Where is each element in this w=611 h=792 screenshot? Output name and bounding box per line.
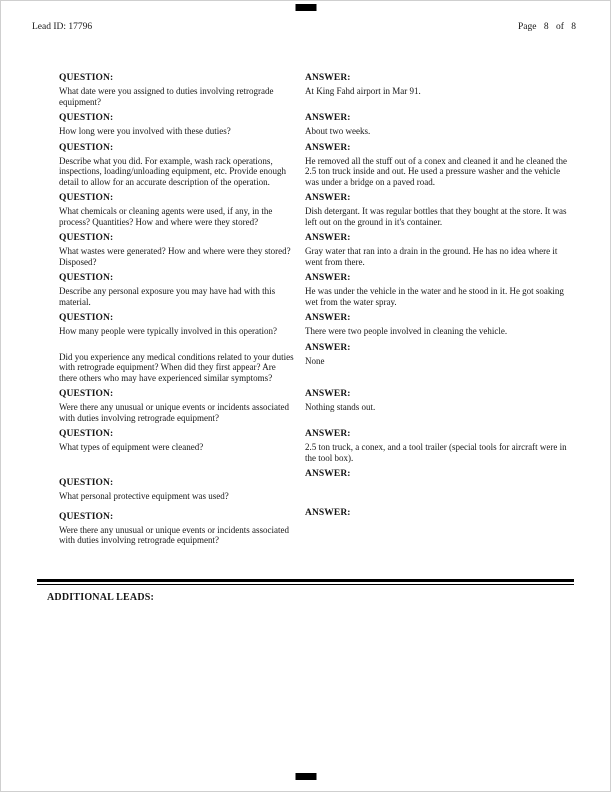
scan-registration-mark-bottom [295, 773, 316, 780]
answer-block [305, 73, 573, 97]
question-text: How long were you involved with these duties? [59, 126, 231, 136]
page-number-label: Page 8 of 8 [517, 22, 576, 32]
question-text: Were there any unusual or unique events or incidents associated with duties involving retrograde equipment? [59, 524, 289, 545]
answer-text: None [305, 355, 325, 366]
answer-block [305, 389, 573, 413]
question-text: What date were you assigned to duties involving retrograde equipment? [59, 86, 274, 107]
answer-heading: ANSWER: [305, 429, 351, 439]
qa-row [59, 389, 573, 423]
question-heading: QUESTION: [59, 113, 114, 123]
question-heading: QUESTION: [59, 313, 114, 323]
qa-row [59, 469, 573, 502]
answer-text: He was under the vehicle in the water and he stood in it. He got soaking wet from the water spray. [305, 286, 564, 307]
answer-heading: ANSWER: [305, 193, 351, 203]
answer-text: Gray water that ran into a drain in the ground. He has no idea where it went from there. [305, 246, 558, 267]
answer-block [305, 273, 573, 307]
question-heading: QUESTION: [59, 73, 114, 83]
qa-row [59, 429, 573, 463]
answer-block [305, 313, 573, 337]
answer-block [305, 469, 573, 482]
question-answer-table [59, 73, 573, 552]
question-text: Were there any unusual or unique events or incidents associated with duties involving retrograde equipment? [59, 402, 289, 423]
qa-row [59, 143, 573, 188]
question-block [59, 233, 305, 267]
qa-row [59, 233, 573, 267]
answer-text: Dish detergant. It was regular bottles that they bought at the store. It was left out on the ground in it's container. [305, 206, 567, 227]
question-block [59, 143, 305, 188]
answer-block [305, 343, 573, 367]
question-block [59, 508, 305, 546]
answer-heading: ANSWER: [305, 273, 351, 283]
answer-heading: ANSWER: [305, 233, 351, 243]
question-heading: QUESTION: [59, 273, 114, 283]
question-block [59, 469, 305, 502]
qa-row [59, 113, 573, 137]
question-text: What personal protective equipment was used? [59, 491, 229, 501]
question-block [59, 273, 305, 307]
question-block [59, 113, 305, 137]
answer-block [305, 113, 573, 137]
answer-heading: ANSWER: [305, 73, 351, 83]
question-block [59, 429, 305, 453]
answer-block [305, 508, 573, 521]
question-text: Did you experience any medical conditions related to your duties with retrograde equipment? When did they first appear? Are there others who may have experienced similar symptoms? [59, 351, 294, 383]
question-text: What wastes were generated? How and where were they stored? Disposed? [59, 246, 291, 267]
question-text: What chemicals or cleaning agents were used, if any, in the process? Quantities? How and where were they stored? [59, 206, 273, 227]
question-block [59, 343, 305, 384]
question-heading: QUESTION: [59, 511, 114, 522]
question-heading: QUESTION: [59, 429, 114, 439]
question-heading: QUESTION: [59, 142, 114, 153]
question-text: Describe any personal exposure you may have had with this material. [59, 286, 276, 307]
question-text: How many people were typically involved in this operation? [59, 326, 277, 336]
page-header [32, 22, 576, 32]
question-heading: QUESTION: [59, 193, 114, 203]
answer-heading: ANSWER: [305, 389, 351, 399]
answer-heading: ANSWER: [305, 342, 351, 353]
answer-block [305, 233, 573, 267]
scan-registration-mark-top [295, 4, 316, 11]
lead-id-label: Lead ID: 17796 [32, 22, 93, 32]
section-divider-rule [37, 579, 574, 585]
question-heading: QUESTION: [59, 389, 114, 399]
question-block [59, 193, 305, 227]
additional-leads-heading: ADDITIONAL LEADS: [47, 592, 155, 603]
question-block [59, 73, 305, 107]
answer-text: About two weeks. [305, 126, 371, 136]
answer-text: There were two people involved in cleaning the vehicle. [305, 326, 508, 336]
qa-row [59, 313, 573, 337]
answer-block [305, 193, 573, 227]
qa-row [59, 508, 573, 546]
answer-text: 2.5 ton truck, a conex, and a tool trailer (special tools for aircraft were in the tool box). [305, 442, 567, 463]
answer-text: Nothing stands out. [305, 402, 376, 412]
question-block [59, 389, 305, 423]
question-text: What types of equipment were cleaned? [59, 442, 204, 452]
qa-row [59, 273, 573, 307]
qa-row [59, 193, 573, 227]
answer-heading: ANSWER: [305, 313, 351, 323]
answer-heading: ANSWER: [305, 469, 351, 479]
question-text: Describe what you did. For example, wash rack operations, inspections, loading/unloading equipment, etc. Provide enough detail to allow for an accurate description of the operation. [59, 155, 286, 187]
answer-text: He removed all the stuff out of a conex and cleaned it and he cleaned the 2.5 ton truck inside and out. He used a pressure washer and the vehicle was under a bridge on a paved road. [305, 155, 567, 187]
answer-block [305, 143, 573, 188]
answer-heading: ANSWER: [305, 113, 351, 123]
answer-heading: ANSWER: [305, 507, 351, 518]
question-heading: QUESTION: [59, 233, 114, 243]
question-block [59, 313, 305, 337]
answer-block [305, 429, 573, 463]
answer-text: At King Fahd airport in Mar 91. [305, 86, 421, 96]
question-heading: QUESTION: [59, 478, 114, 488]
answer-heading: ANSWER: [305, 142, 351, 153]
qa-row [59, 73, 573, 107]
qa-row [59, 343, 573, 384]
